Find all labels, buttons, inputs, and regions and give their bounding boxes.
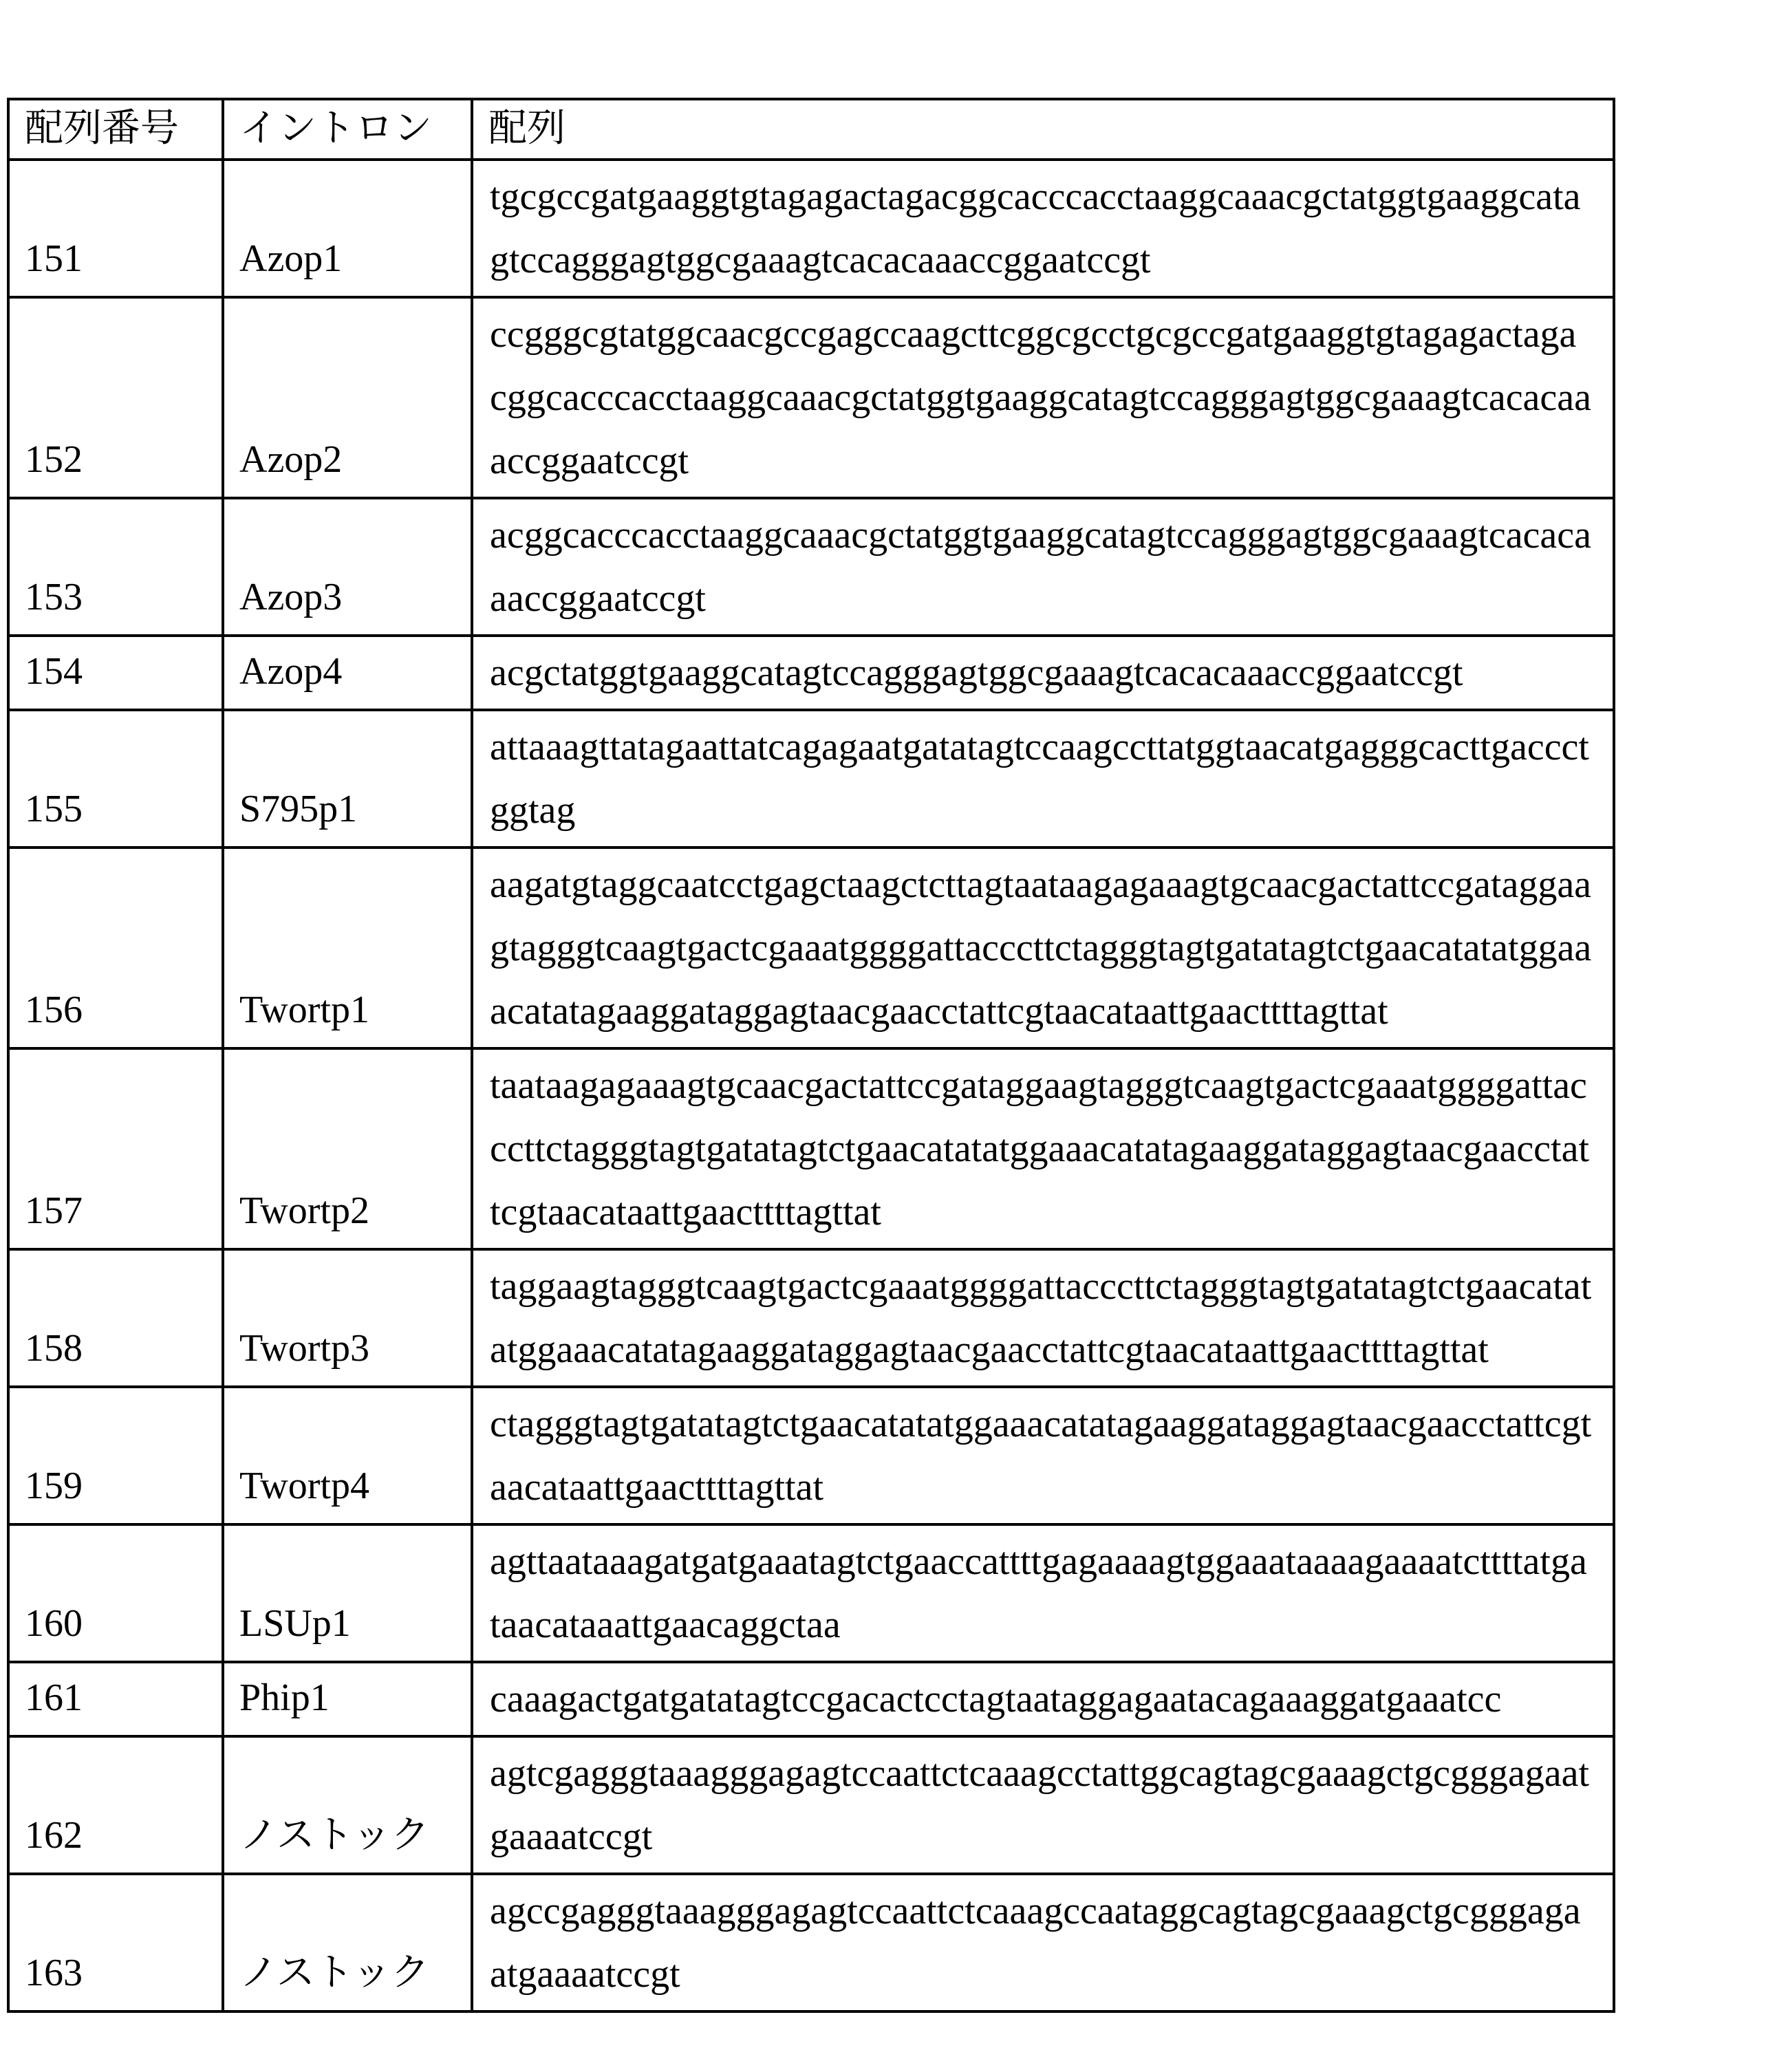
table-row	[8, 1874, 1614, 2011]
table-row	[8, 848, 1614, 1048]
table-row	[8, 1662, 1614, 1736]
seq-number-cell: 151	[8, 160, 223, 297]
intron-cell: LSUp1	[223, 1524, 472, 1662]
seq-number-cell: 161	[8, 1662, 223, 1736]
intron-cell: Phip1	[223, 1662, 472, 1736]
table-row	[8, 710, 1614, 848]
sequence-cell: acgctatggtgaaggcatagtccagggagtggcgaaagtcacacaaaccggaatccgt	[472, 636, 1614, 710]
sequence-table-body	[8, 160, 1614, 2011]
sequence-cell: taggaagtagggtcaagtgactcgaaatggggattacccttctagggtagtgatatagtctgaacatatatggaaacatatagaaggataggagtaacgaacctattcgtaacataattgaacttttagttat	[472, 1249, 1614, 1387]
seq-number-cell: 156	[8, 848, 223, 1048]
seq-number-cell: 154	[8, 636, 223, 710]
sequence-cell: agtcgagggtaaagggagagtccaattctcaaagcctattggcagtagcgaaagctgcgggagaatgaaaatccgt	[472, 1736, 1614, 1874]
seq-number-cell: 158	[8, 1249, 223, 1387]
intron-cell: ノストック	[223, 1736, 472, 1874]
sequence-cell: aagatgtaggcaatcctgagctaagctcttagtaataagagaaagtgcaacgactattccgataggaagtagggtcaagtgactcgaaatggggattacccttctagggtagtgatatagtctgaacatatatggaaacatatagaaggataggagtaacgaacctattcgtaacataattgaacttttagttat	[472, 848, 1614, 1048]
sequence-cell: agttaataaagatgatgaaatagtctgaaccattttgagaaaagtggaaataaaagaaaatcttttatgataacataaattgaacaggctaa	[472, 1524, 1614, 1662]
intron-cell: Twortp3	[223, 1249, 472, 1387]
seq-number-cell: 162	[8, 1736, 223, 1874]
intron-cell: ノストック	[223, 1874, 472, 2011]
seq-number-cell: 159	[8, 1387, 223, 1524]
sequence-cell: agccgagggtaaagggagagtccaattctcaaagccaataggcagtagcgaaagctgcgggagaatgaaaatccgt	[472, 1874, 1614, 2011]
table-row	[8, 160, 1614, 297]
intron-cell: Azop3	[223, 498, 472, 636]
header-row	[8, 99, 1614, 160]
table-row	[8, 1048, 1614, 1249]
table-row	[8, 1249, 1614, 1387]
seq-number-cell: 163	[8, 1874, 223, 2011]
sequence-table	[7, 98, 1615, 2013]
sequence-cell: ccgggcgtatggcaacgccgagccaagcttcggcgcctgcgccgatgaaggtgtagagactagacggcacccacctaaggcaaacgctatggtgaaggcatagtccagggagtggcgaaagtcacacaaaccggaatccgt	[472, 297, 1614, 498]
table-row	[8, 636, 1614, 710]
header-seq-number: 配列番号	[8, 99, 223, 160]
intron-cell: Azop1	[223, 160, 472, 297]
intron-cell: S795p1	[223, 710, 472, 848]
sequence-cell: acggcacccacctaaggcaaacgctatggtgaaggcatagtccagggagtggcgaaagtcacacaaaccggaatccgt	[472, 498, 1614, 636]
table-row	[8, 1387, 1614, 1524]
header-sequence: 配列	[472, 99, 1614, 160]
seq-number-cell: 157	[8, 1048, 223, 1249]
sequence-cell: caaagactgatgatatagtccgacactcctagtaataggagaatacagaaaggatgaaatcc	[472, 1662, 1614, 1736]
table-row	[8, 297, 1614, 498]
sequence-cell: taataagagaaagtgcaacgactattccgataggaagtagggtcaagtgactcgaaatggggattacccttctagggtagtgatatagtctgaacatatatggaaacatatagaaggataggagtaacgaacctattcgtaacataattgaacttttagttat	[472, 1048, 1614, 1249]
intron-cell: Azop4	[223, 636, 472, 710]
seq-number-cell: 152	[8, 297, 223, 498]
table-row	[8, 1736, 1614, 1874]
table-row	[8, 1524, 1614, 1662]
sequence-cell: attaaagttatagaattatcagagaatgatatagtccaagccttatggtaacatgagggcacttgaccctggtag	[472, 710, 1614, 848]
sequence-cell: ctagggtagtgatatagtctgaacatatatggaaacatatagaaggataggagtaacgaacctattcgtaacataattgaacttttagttat	[472, 1387, 1614, 1524]
sequence-cell: tgcgccgatgaaggtgtagagactagacggcacccacctaaggcaaacgctatggtgaaggcatagtccagggagtggcgaaagtcacacaaaccggaatccgt	[472, 160, 1614, 297]
intron-cell: Azop2	[223, 297, 472, 498]
seq-number-cell: 153	[8, 498, 223, 636]
intron-cell: Twortp1	[223, 848, 472, 1048]
seq-number-cell: 160	[8, 1524, 223, 1662]
seq-number-cell: 155	[8, 710, 223, 848]
header-intron: イントロン	[223, 99, 472, 160]
table-row	[8, 498, 1614, 636]
intron-cell: Twortp2	[223, 1048, 472, 1249]
intron-cell: Twortp4	[223, 1387, 472, 1524]
